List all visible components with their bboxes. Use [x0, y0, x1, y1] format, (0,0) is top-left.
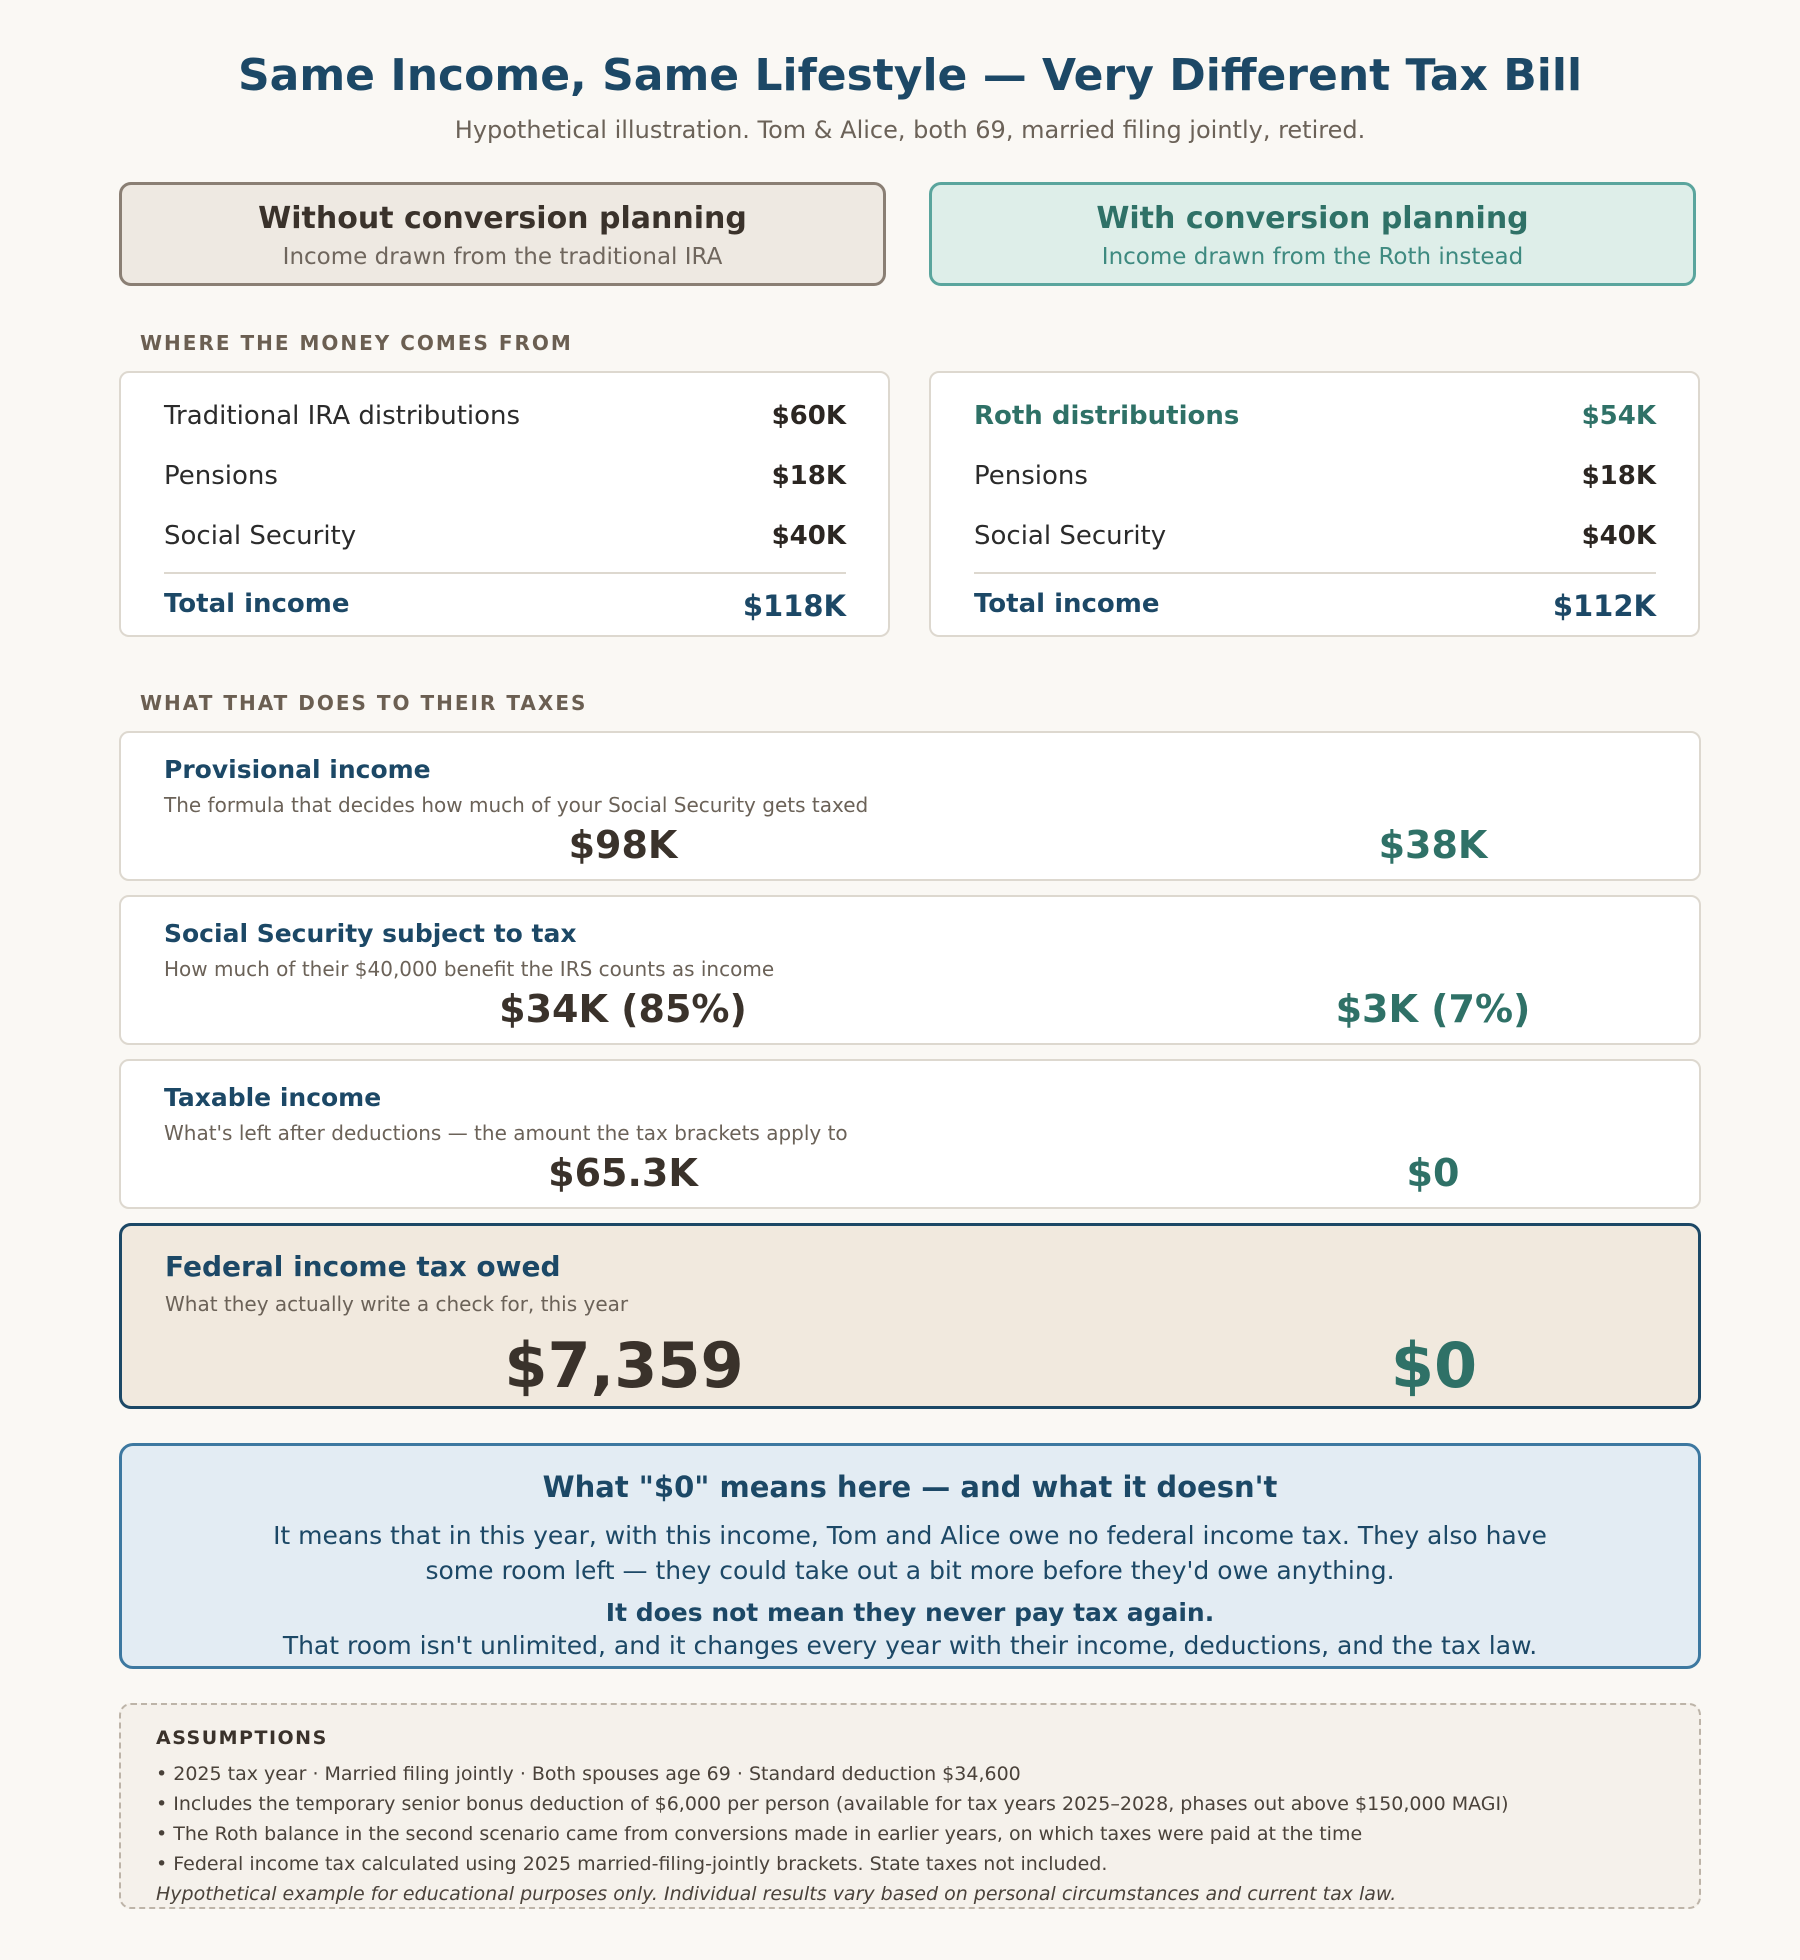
- money-row-label: Social Security: [974, 521, 1167, 551]
- page-title: Same Income, Same Lifestyle — Very Different Tax Bill: [237, 50, 1583, 101]
- card-description: How much of their $40,000 benefit the IRS counts as income: [164, 957, 775, 981]
- card-title: Federal income tax owed: [165, 1250, 561, 1283]
- value-with: $0: [1406, 1151, 1460, 1195]
- assumption-item: • Includes the temporary senior bonus deduction of $6,000 per person (available for tax years 2025–2028, phases out above $150,000 MAGI): [156, 1793, 1509, 1815]
- section-label-taxes: WHAT THAT DOES TO THEIR TAXES: [140, 691, 588, 715]
- money-card-right: [929, 371, 1700, 637]
- card-description: The formula that decides how much of your Social Security gets taxed: [164, 793, 869, 817]
- money-total-label: Total income: [164, 589, 350, 619]
- scenario-subtitle: Income drawn from the traditional IRA: [282, 244, 723, 270]
- money-row: [974, 521, 1656, 551]
- divider: [974, 572, 1656, 574]
- money-row: [164, 401, 846, 431]
- money-row-value: $18K: [1581, 461, 1656, 491]
- scenario-without-conversion: [119, 182, 886, 286]
- money-row-label: Pensions: [164, 461, 278, 491]
- meaning-callout: [119, 1443, 1701, 1669]
- taxable-income-card: [119, 1059, 1701, 1209]
- federal-tax-owed-card: [119, 1223, 1701, 1409]
- assumptions-box: [119, 1703, 1701, 1909]
- money-total-value: $112K: [1552, 589, 1656, 623]
- value-without: $98K: [568, 823, 678, 867]
- value-without: $34K (85%): [499, 987, 747, 1031]
- section-label-money: WHERE THE MONEY COMES FROM: [140, 331, 573, 355]
- callout-bold-line: It does not mean they never pay tax again.: [605, 1598, 1215, 1627]
- value-with: $3K (7%): [1335, 987, 1531, 1031]
- money-row-label: Pensions: [974, 461, 1088, 491]
- money-row-value: $18K: [771, 461, 846, 491]
- page-subtitle: Hypothetical illustration. Tom & Alice, both 69, married filing jointly, retired.: [454, 116, 1366, 144]
- money-row: [974, 461, 1656, 491]
- money-card-left: [119, 371, 890, 637]
- money-row-label: Roth distributions: [974, 401, 1240, 431]
- callout-paragraph: It means that in this year, with this income, Tom and Alice owe no federal income tax. They also have some room left — they could take out a bit more before they'd owe anything.: [273, 1521, 1547, 1585]
- scenario-with-conversion: [929, 182, 1696, 286]
- social-security-taxed-card: [119, 895, 1701, 1045]
- money-total-row: [974, 589, 1656, 623]
- money-row-value: $40K: [771, 521, 846, 551]
- money-total-row: [164, 589, 846, 623]
- card-title: Provisional income: [164, 755, 431, 784]
- money-row: [164, 521, 846, 551]
- assumption-item: • Federal income tax calculated using 2025 married-filing-jointly brackets. State taxes not included.: [156, 1853, 1108, 1875]
- card-description: What they actually write a check for, this year: [165, 1292, 629, 1316]
- money-total-value: $118K: [742, 589, 846, 623]
- tax-owed-without: $7,359: [504, 1329, 744, 1402]
- money-total-label: Total income: [974, 589, 1160, 619]
- value-without: $65.3K: [548, 1151, 698, 1195]
- scenario-title: With conversion planning: [1096, 201, 1529, 236]
- money-row-value: $54K: [1581, 401, 1656, 431]
- money-row-label: Traditional IRA distributions: [164, 401, 521, 431]
- value-with: $38K: [1378, 823, 1488, 867]
- provisional-income-card: [119, 731, 1701, 881]
- assumption-item: • 2025 tax year · Married filing jointly · Both spouses age 69 · Standard deduction $34,600: [156, 1763, 1021, 1785]
- money-row-label: Social Security: [164, 521, 357, 551]
- callout-title: What "$0" means here — and what it doesn't: [542, 1470, 1278, 1504]
- card-title: Taxable income: [164, 1083, 382, 1112]
- assumptions-title: ASSUMPTIONS: [156, 1727, 328, 1749]
- disclaimer-note: Hypothetical example for educational purposes only. Individual results vary based on personal circumstances and current tax law.: [156, 1883, 1397, 1905]
- divider: [164, 572, 846, 574]
- money-row-value: $60K: [771, 401, 846, 431]
- scenario-subtitle: Income drawn from the Roth instead: [1101, 244, 1524, 270]
- callout-tail: That room isn't unlimited, and it changes every year with their income, deductions, and the tax law.: [282, 1631, 1538, 1660]
- money-row-value: $40K: [1581, 521, 1656, 551]
- money-row: [974, 401, 1656, 431]
- card-title: Social Security subject to tax: [164, 919, 577, 948]
- tax-owed-with: $0: [1390, 1329, 1478, 1402]
- scenario-title: Without conversion planning: [258, 201, 747, 236]
- card-description: What's left after deductions — the amount the tax brackets apply to: [164, 1121, 848, 1145]
- assumption-item: • The Roth balance in the second scenario came from conversions made in earlier years, on which taxes were paid at the time: [156, 1823, 1363, 1845]
- money-row: [164, 461, 846, 491]
